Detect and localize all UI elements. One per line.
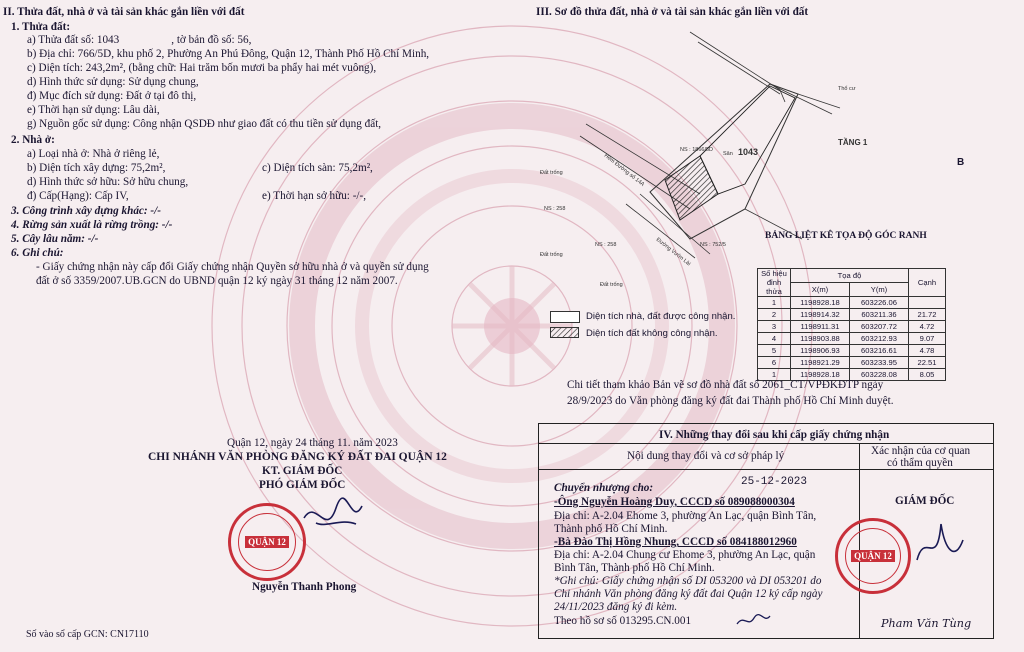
table-row: 4 1198903.88 603212.93 9.07 <box>758 333 946 345</box>
change-date: 25-12-2023 <box>741 476 808 488</box>
house-floor-area: c) Diện tích sàn: 75,2m², <box>262 162 373 174</box>
left-stamp: QUẬN 12 <box>228 503 306 581</box>
section2-title: II. Thửa đất, nhà ở và tài sản khác gắn liền với đất <box>3 6 245 18</box>
section3-title: III. Sơ đồ thửa đất, nhà ở và tài sản khác gắn liền với đất <box>536 6 809 18</box>
neighbor-1: NS : 1866/5D <box>680 147 714 153</box>
note-line-2: đất ở số 3359/2007.UB.GCN do UBND quận 12 ký ngày 31 tháng 12 năm 2007. <box>36 275 398 287</box>
change-line-5: -Bà Đào Thị Hồng Nhung, CCCD số 084188012960 <box>554 536 797 548</box>
legend-recognized-swatch <box>550 311 580 323</box>
notes-heading: 6. Ghi chú: <box>11 247 64 259</box>
road-label-2: Đường Vườn Lài <box>654 236 692 268</box>
left-signature <box>296 488 368 548</box>
table-row: 1 1198928.18 603228.08 8.05 <box>758 369 946 381</box>
changes-section <box>538 423 994 639</box>
floor-label: TẦNG 1 <box>838 138 868 147</box>
house-heading: 2. Nhà ở: <box>11 134 55 146</box>
land-heading: 1. Thửa đất: <box>11 21 71 33</box>
small-initials <box>734 610 774 630</box>
land-address: b) Địa chỉ: 766/5D, khu phố 2, Phường An Phú Đông, Quận 12, Thành Phố Hồ Chí Minh, <box>27 48 430 60</box>
change-line-11: Theo hồ sơ số 013295.CN.001 <box>554 615 692 627</box>
table-row: 6 1198921.29 603233.95 22.51 <box>758 357 946 369</box>
neighbor-2: NS : 258 <box>544 206 566 212</box>
legend-unrecognized-label: Diện tích đất không công nhận. <box>586 328 718 339</box>
plantation-forest: 4. Rừng sản xuất là rừng trồng: -/- <box>11 219 173 231</box>
change-line-2: -Ông Nguyễn Hoàng Duy, CCCD số 089088000304 <box>554 496 795 508</box>
empty-land-1: Đất trống <box>540 170 563 176</box>
road-label-1: Hẻm Đường số 14A <box>602 152 646 188</box>
land-usage-purpose: đ) Mục đích sử dụng: Đất ở tại đô thị, <box>27 90 197 102</box>
signer-name: Nguyễn Thanh Phong <box>252 581 357 593</box>
change-line-9: Chi nhánh Văn phòng đăng ký đất đai Quận 12 ký cấp ngày <box>554 588 823 600</box>
director-name: Pham Văn Tùng <box>881 617 972 630</box>
house-ownership: d) Hình thức sở hữu: Sở hữu chung, <box>27 176 189 188</box>
table-row: 2 1198914.32 603211.36 21.72 <box>758 309 946 321</box>
land-lot-number: a) Thửa đất số: 1043 , tờ bản đồ số: 56, <box>27 34 252 46</box>
change-line-8: *Ghi chú: Giấy chứng nhận số DI 053200 và DI 053201 do <box>554 575 822 587</box>
coordinate-table <box>757 268 946 381</box>
neighbor-3: NS : 258 <box>595 242 617 248</box>
land-area: c) Diện tích: 243,2m², (bằng chữ: Hai trăm bốn mươi ba phẩy hai mét vuông), <box>27 62 377 74</box>
yard-label: Sân <box>723 151 733 157</box>
right-stamp: QUẬN 12 <box>835 518 911 594</box>
page-marker: B <box>957 157 965 168</box>
issue-date: Quận 12, ngày 24 tháng 11. năm 2023 <box>227 437 398 449</box>
neighbor-4: NS : 752/5 <box>700 242 726 248</box>
land-usage-form: d) Hình thức sử dụng: Sử dụng chung, <box>27 76 199 88</box>
deputy-director: PHÓ GIÁM ĐỐC <box>259 479 346 491</box>
legend-unrecognized-swatch <box>550 327 580 339</box>
empty-land-2: Đất trống <box>540 252 563 258</box>
house-build-area: b) Diện tích xây dựng: 75,2m², <box>27 162 166 174</box>
lot-label: 1043 <box>738 147 759 157</box>
director-title: GIÁM ĐỐC <box>895 495 955 507</box>
table-row: 3 1198911.31 603207.72 4.72 <box>758 321 946 333</box>
other-construction: 3. Công trình xây dựng khác: -/- <box>11 205 161 217</box>
kt-director: KT. GIÁM ĐỐC <box>262 465 343 477</box>
changes-title: IV. Những thay đổi sau khi cấp giấy chứng nhận <box>659 429 890 441</box>
changes-col-confirm-1: Xác nhận của cơ quan <box>871 445 971 457</box>
table-head-coords: Tọa độ <box>791 269 909 283</box>
changes-col-content: Nội dung thay đổi và cơ sở pháp lý <box>627 450 785 462</box>
table-head-edge: Cạnh <box>909 269 946 297</box>
legend-recognized-label: Diện tích nhà, đất được công nhận. <box>586 311 736 322</box>
land-origin: g) Nguồn gốc sử dụng: Công nhận QSDĐ như giao đất có thu tiền sử dụng đất, <box>27 118 382 130</box>
table-head-y: Y(m) <box>850 283 909 297</box>
house-type: a) Loại nhà ở: Nhà ở riêng lẻ, <box>27 148 160 160</box>
change-line-7: Bình Tân, Thành phố Hồ Chí Minh. <box>554 562 715 574</box>
reference-line-1: Chi tiết tham khảo Bản vẽ sơ đồ nhà đất số 2061_CT/VPĐKĐTP ngày <box>567 379 884 391</box>
perennial-trees: 5. Cây lâu năm: -/- <box>11 233 99 245</box>
table-row: 5 1198906.93 603216.61 4.78 <box>758 345 946 357</box>
right-signature <box>907 510 967 574</box>
changes-col-confirm-2: có thẩm quyền <box>887 457 953 469</box>
table-head-vertex: Số hiệu đỉnh thửa <box>758 269 791 297</box>
residential-label: Thổ cư <box>838 86 856 92</box>
change-line-4: Thành phố Hồ Chí Minh. <box>554 523 668 535</box>
change-line-6: Địa chỉ: A-2.04 Chung cư Ehome 3, phường An Lạc, quận <box>554 549 816 561</box>
table-row: 1 1198928.18 603226.06 <box>758 297 946 309</box>
change-line-10: 24/11/2023 đăng ký đi kèm. <box>554 601 678 613</box>
table-head-x: X(m) <box>791 283 850 297</box>
reference-line-2: 28/9/2023 do Văn phòng đăng ký đất đai Thành phố Hồ Chí Minh duyệt. <box>567 395 894 407</box>
land-usage-term: e) Thời hạn sử dụng: Lâu dài, <box>27 104 160 116</box>
coord-table-title: BẢNG LIỆT KÊ TỌA ĐỘ GÓC RANH <box>765 231 927 241</box>
certificate-book-number: Số vào sổ cấp GCN: CN17110 <box>26 629 149 640</box>
change-line-3: Địa chỉ: A-2.04 Ehome 3, phường An Lạc, quận Bình Tân, <box>554 510 817 522</box>
house-grade: đ) Cấp(Hạng): Cấp IV, <box>27 190 129 202</box>
empty-land-3: Đất trống <box>600 282 623 288</box>
issuing-office: CHI NHÁNH VĂN PHÒNG ĐĂNG KÝ ĐẤT ĐAI QUẬN 12 <box>148 451 447 463</box>
note-line-1: - Giấy chứng nhận này cấp đổi Giấy chứng nhận Quyền sở hữu nhà ở và quyền sử dụng <box>36 261 429 273</box>
change-line-1: Chuyển nhượng cho: <box>554 482 654 494</box>
house-ownership-term: e) Thời hạn sở hữu: -/-, <box>262 190 367 202</box>
